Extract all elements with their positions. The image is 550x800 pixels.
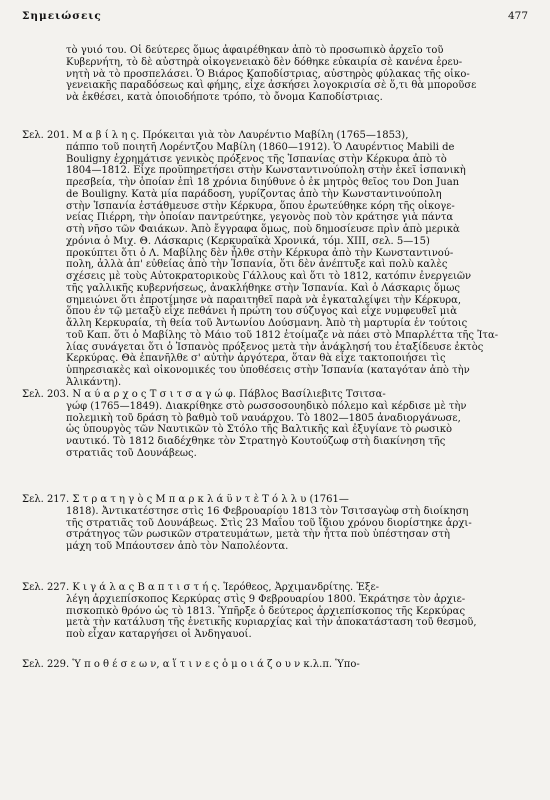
note-heading-line: Σελ. 229. Ὑ π ο θ έ σ ε ω ν, α ἵ τ ι ν ε ς ὁ μ ο ι ά ζ ο υ ν κ.λ.π. Ὑπο- — [22, 659, 360, 670]
text-line: σχέσεις μὲ τοὺς Αὐτοκρατορικοὺς Γάλλους καὶ ὅτι τὸ 1812, κατόπιν ἐνεργειῶν — [66, 271, 472, 282]
text-line: τοῦ Καπ. ὅτι ὁ Μαβίλης τὸ Μάιο τοῦ 1812 ἑτοίμαζε νὰ πάει στὸ Μπαρλέττα τῆς Ἰτα- — [66, 329, 499, 341]
text-line: πολεμικὴ τοῦ δράση τὸ βαθμὸ τοῦ ναυάρχου. Τὸ 1802—1805 ἀναδιοργάνωσε, — [66, 412, 461, 424]
text-line: μάχη τοῦ Μπάουτσεν ἀπὸ τὸν Ναπολέοντα. — [66, 541, 289, 552]
text-line: τὸ γυιό του. Οἱ δεύτερες ὅμως ἀφαιρέθηκαν ἀπὸ τὸ προσωπικὸ ἀρχεῖο τοῦ — [66, 45, 444, 56]
text-line: πρεσβεία, τὴν ὁποίαν ἐπὶ 18 χρόνια διηύθυνε ὁ ἐκ μητρὸς θεῖος του Don Juan — [66, 177, 460, 188]
note-heading-line: Σελ. 201. Μ α β ί λ η ς. Πρόκειται γιὰ τὸν Λαυρέντιο Μαβίλη (1765—1853), — [22, 130, 409, 141]
text-line: νὰ ἐκθέσει, κατὰ ὁποιοδήποτε τρόπο, τὸ ὄνομα Καποδίστριας. — [66, 92, 383, 103]
text-line: λέγη ἀρχιεπίσκοπος Κερκύρας στὶς 9 Φεβρουαρίου 1800. Ἐκράτησε τὸν ἀρχιε- — [66, 593, 466, 605]
page-header — [22, 10, 528, 24]
text-line: γώφ (1765—1849). Διακρίθηκε στὸ ρωσσοσουηδικὸ πόλεμο καὶ κέρδισε μὲ τὴν — [66, 400, 467, 412]
text-line: πισκοπικὸ θρόνο ὡς τὸ 1813. Ὑπῆρξε ὁ δεύτερος ἀρχιεπίσκοπος τῆς Κερκύρας — [66, 605, 466, 617]
text-line: τῆς στρατιᾶς τοῦ Δουνάβεως. Στὶς 23 Μαΐου τοῦ ἴδιου χρόνου διορίστηκε ἀρχι- — [66, 517, 472, 529]
text-line: Κυβερνήτη, τὸ δὲ αὐστηρὰ οἰκογενειακὸ δὲν δόθηκε εὐκαιρία σὲ κανένα ἐρευ- — [66, 56, 463, 68]
text-line: ποὺ εἶχαν καταργήσει οἱ Ἀνδηγαυοί. — [66, 629, 252, 640]
text-line: γενειακῆς παραδόσεως καὶ φήμης, εἶχε ἀσκήσει λογοκρισία σὲ ὅ,τι θὰ μποροῦσε — [66, 80, 477, 92]
text-line: στρατιᾶς τοῦ Δουνάβεως. — [66, 447, 197, 459]
note-heading-line: Σελ. 203. Ν α ύ α ρ χ ο ς Τ σ ι τ σ α γ ώ φ. Πάβλος Βασίλιεβιτς Τσιτσα- — [22, 389, 386, 400]
text-line: ἄλλη Κερκυραία, τὴ θεία τοῦ Ἀντωνίου Δούσμανη. Ἀπὸ τὴ μαρτυρία ἐν τούτοις — [66, 318, 468, 329]
text-line: τῆς γαλλικῆς κυβερνήσεως, ἀνακλήθηκε στὴν Ἱσπανία. Καὶ ὁ Λάσκαρις ὅμως — [66, 282, 460, 294]
text-line: στὴν Ἱσπανία ἐστάθμευσε στὴν Κέρκυρα, ὅπου ἐρωτεύθηκε κόρη τῆς οἰκογε- — [66, 200, 455, 212]
text-line: ναυτικό. Τὸ 1812 διαδέχθηκε τὸν Στρατηγὸ Κουτούζωφ στὴ διακίνηση τῆς — [66, 436, 446, 447]
text-line: Bouligny ἐχρημάτισε γενικὸς πρόξενος τῆς Ἱσπανίας στὴν Κέρκυρα ἀπὸ τὸ — [66, 153, 447, 165]
page-number: 477 — [507, 10, 528, 22]
text-line: μετὰ τὴν κατάλυση τῆς ἐνετικῆς κυριαρχίας καὶ τὴν ἀποκατάσταση τοῦ θεσμοῦ, — [66, 617, 477, 629]
text-line: de Bouligny. Κατὰ μία παράδοση, γυρίζοντας ἀπὸ τὴν Κωνσταντινούπολη — [66, 188, 442, 200]
note-heading-line: Σελ. 227. Κ ι γ ά λ α ς Β α π τ ι σ τ ή ς. Ἱερόθεος, Ἀρχιμανδρίτης. Ἐξε- — [22, 582, 380, 593]
text-line: Κερκύρας. Θὰ ἐπανῆλθε σ' αὐτὴν ἀργότερα, ὅταν θὰ εἶχε τακτοποιήσει τὶς — [66, 353, 446, 365]
text-line: προκύπτει ὅτι ὁ Λ. Μαβίλης δὲν ἦλθε στὴν Κέρκυρα ἀπὸ τὴν Κωνσταντινού- — [66, 247, 454, 259]
text-line: στὴ νῆσο τῶν Φαιάκων. Ἀπὸ ἔγγραφα ὅμως, ποὺ δημοσίευσε πρὶν ἀπὸ μερικὰ — [66, 224, 460, 235]
text-line: ὅπου ἐν τῷ μεταξὺ εἶχε πεθάνει ἡ πρώτη του σύζυγος καὶ εἶχε νυμφευθεῖ μιὰ — [66, 306, 457, 318]
note-heading-line: Σελ. 217. Σ τ ρ α τ η γ ὸ ς Μ π α ρ κ λ ά ϋ ν τ ὲ Τ ό λ λ υ (1761— — [22, 494, 349, 505]
text-line: χρόνια ὁ Μιχ. Θ. Λάσκαρις (Κερκυραϊκὰ Χρονικά, τόμ. XIII, σελ. 5—15) — [66, 235, 430, 247]
text-line: Ἀλικάντη). — [66, 376, 122, 388]
text-line: σημειώνει ὅτι ἐπροτίμησε νὰ παραιτηθεῖ παρὰ νὰ ἐγκαταλείψει τὴν Κέρκυρα, — [66, 294, 462, 306]
text-line: ὡς ὑπουργὸς τῶν Ναυτικῶν τὸ Στόλο τῆς Βαλτικῆς καὶ ἐξυγίανε τὸ ρωσικὸ — [66, 424, 453, 436]
text-line: λίας συνάγεται ὅτι ὁ Ἱσπανὸς πρόξενος μετὰ τὴν ἀνάκλησή του ἐταξίδευσε ἐκτὸς — [66, 341, 484, 353]
text-line: πολη, ἀλλὰ ἀπ' εὐθείας ἀπὸ τὴν Ἱσπανία, ὅτι δὲν ἀνέπτυξε καὶ πολὺ καλὲς — [66, 259, 448, 271]
text-line: νείας Πιέρρη, τὴν ὁποίαν παντρεύτηκε, γεγονὸς ποὺ τὸν κράτησε γιὰ πάντα — [66, 212, 454, 224]
text-line: πάππο τοῦ ποιητῆ Λορέντζου Μαβίλη (1860—1912). Ὁ Λαυρέντιος Mabili de — [66, 141, 455, 153]
text-line: 1804—1812. Εἶχε προϋπηρετήσει στὴν Κωνσταντινούπολη στὴν ἐκεῖ ἱσπανικὴ — [66, 165, 466, 177]
text-line: στράτηγος τῶν ρωσικῶν στρατευμάτων, μετὰ τὴν ἧττα ποὺ ὑπέστησαν στὴ — [66, 529, 450, 541]
text-line: νητὴ νὰ τὸ προσπελάσει. Ὁ Βιάρος Καποδίστριας, αὐστηρὸς φύλακας τῆς οἰκο- — [66, 68, 470, 80]
running-title: Σημειώσεις — [22, 10, 102, 22]
text-line: ὑπηρεσιακὲς καὶ οἰκονομικές του ὑποθέσεις στὴν Ἱσπανία (καταγόταν ἀπὸ τὴν — [66, 365, 470, 376]
text-line: 1818). Ἀντικατέστησε στὶς 16 Φεβρουαρίου 1813 τὸν Τσιτσαγὼφ στὴ διοίκηση — [66, 505, 469, 517]
